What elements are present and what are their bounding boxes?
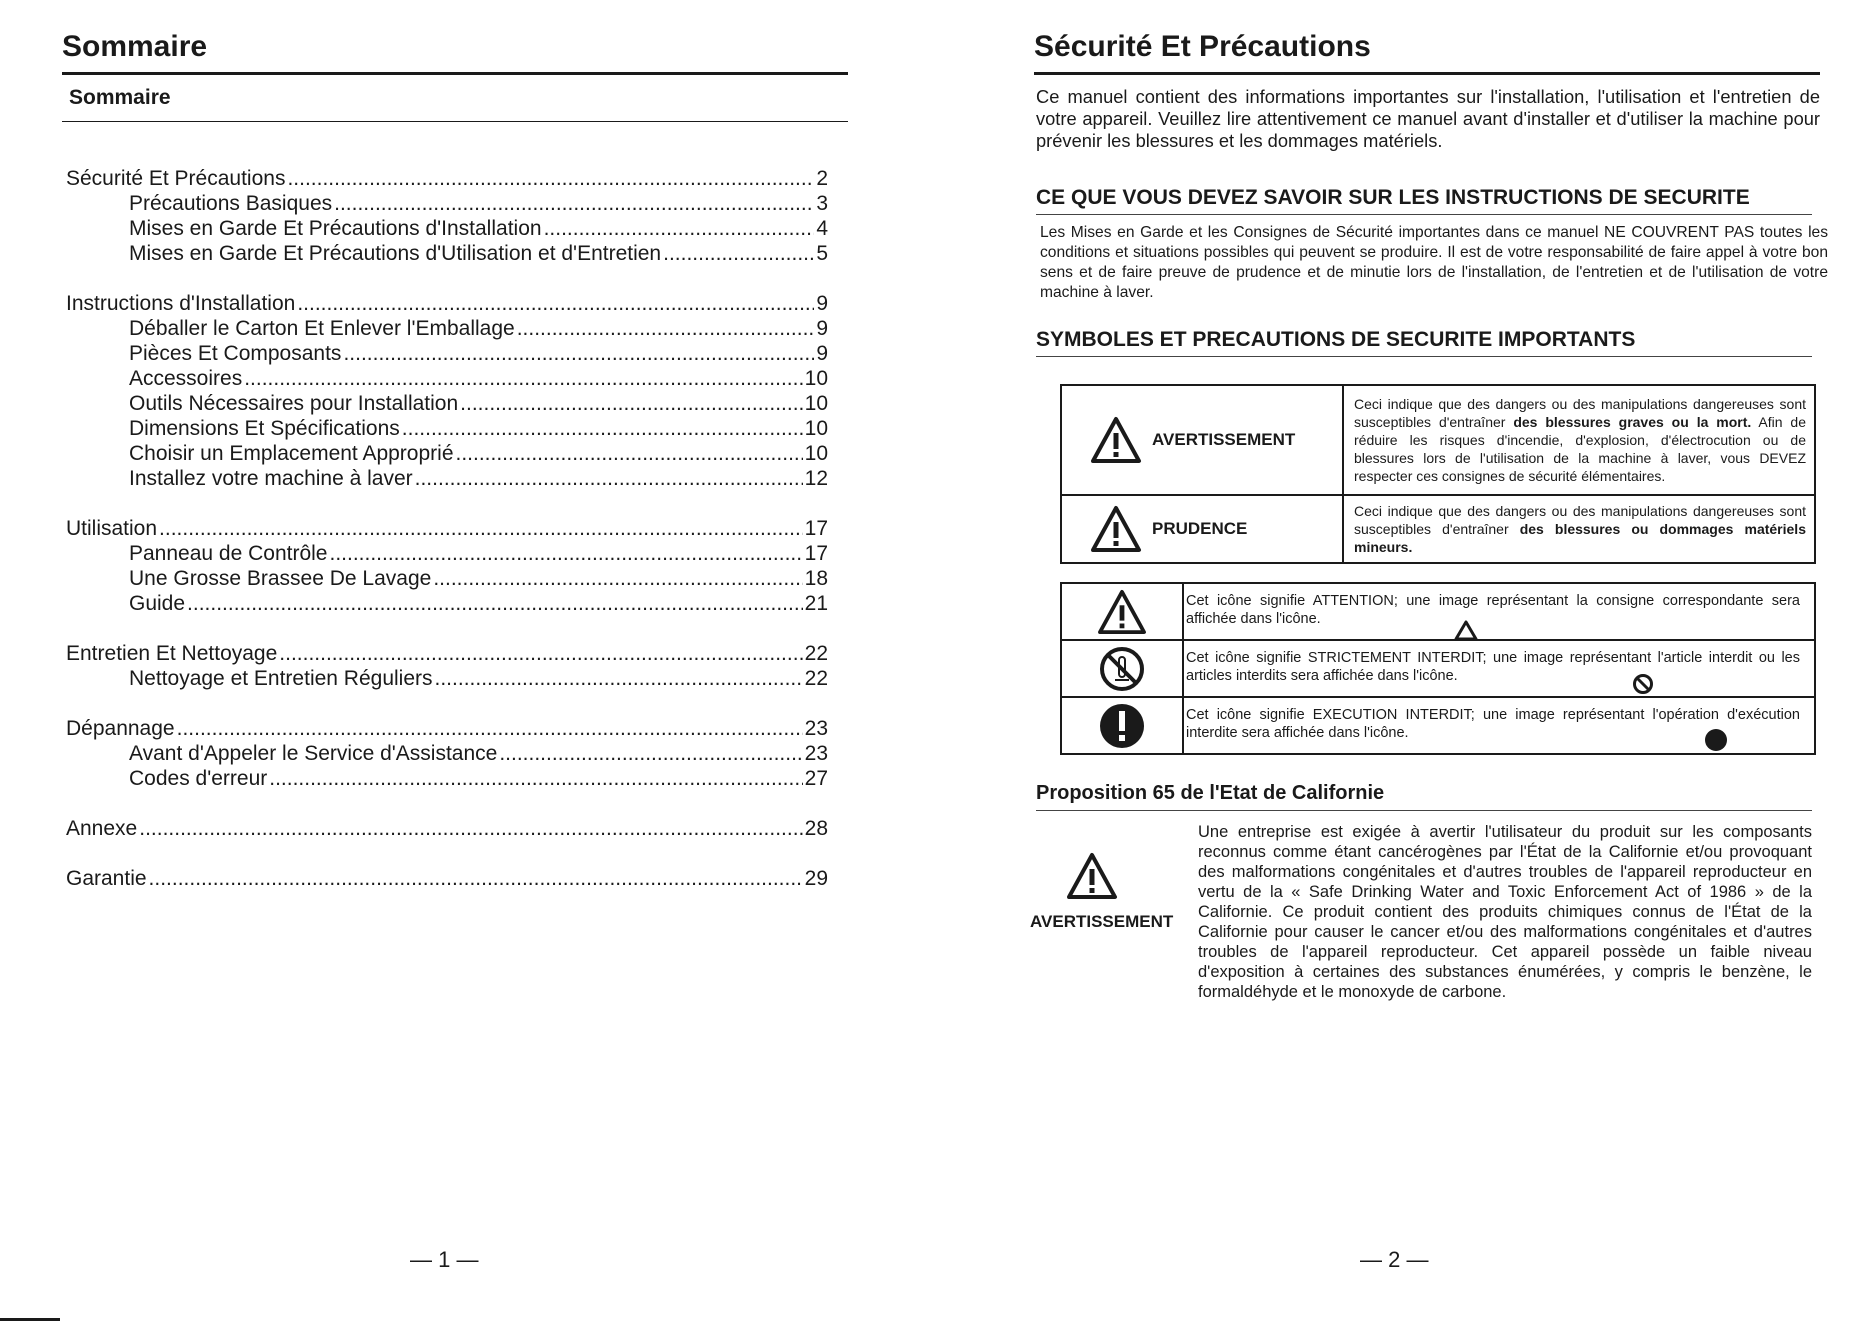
- table-of-contents: [66, 166, 828, 916]
- toc-subentry: [66, 216, 828, 241]
- toc-entry-label: Dépannage: [66, 717, 175, 740]
- toc-entry: [66, 866, 828, 891]
- toc-section: [66, 291, 828, 491]
- toc-dot-leader: [187, 591, 803, 616]
- toc-dot-leader: [334, 191, 814, 216]
- warning-label: AVERTISSEMENT: [1152, 430, 1296, 449]
- prop65-warning-icon: [1066, 852, 1118, 900]
- instructions-heading: CE QUE VOUS DEVEZ SAVOIR SUR LES INSTRUCTIONS DE SECURITE: [1036, 186, 1750, 209]
- prohibited-description: Cet icône signifie STRICTEMENT INTERDIT; une image représentant l'article interdit ou les articles interdits sera affichée dans l'icône.: [1186, 650, 1800, 684]
- toc-subentry: [66, 766, 828, 791]
- toc-entry: [66, 716, 828, 741]
- heading-divider: [1036, 214, 1812, 215]
- toc-page-number: 10: [804, 442, 828, 465]
- toc-subentry: [66, 341, 828, 366]
- toc-dot-leader: [663, 241, 814, 266]
- toc-page-number: 22: [804, 642, 828, 665]
- toc-dot-leader: [456, 441, 803, 466]
- toc-page-number: 23: [804, 717, 828, 740]
- toc-entry: [66, 166, 828, 191]
- intro-paragraph: Ce manuel contient des informations importantes sur l'installation, l'utilisation et l'entretien de votre appareil. Veuillez lire attentivement ce manuel avant d'installer et d'utiliser la machine pour prévenir les blessures et les dommages matériels.: [1036, 86, 1820, 151]
- signal-words-table: [1060, 384, 1816, 564]
- toc-entry-label: Guide: [129, 592, 186, 615]
- caution-description: Ceci indique que des dangers ou des manipulations dangereuses sont susceptibles d'entraîner des blessures ou dommages matériels mineurs.: [1343, 495, 1815, 563]
- toc-dot-leader: [177, 716, 803, 741]
- toc-entry-label: Dimensions Et Spécifications: [129, 417, 400, 440]
- toc-entry-label: Nettoyage et Entretien Réguliers: [129, 667, 433, 690]
- toc-entry: [66, 641, 828, 666]
- attention-icon: [1097, 589, 1147, 635]
- toc-dot-leader: [139, 816, 802, 841]
- prop65-warning-label: AVERTISSEMENT: [1030, 912, 1174, 931]
- toc-section: [66, 166, 828, 266]
- toc-section: [66, 866, 828, 891]
- toc-section: [66, 816, 828, 841]
- toc-dot-leader: [269, 766, 802, 791]
- heading-divider: [1036, 356, 1812, 357]
- instructions-paragraph: Les Mises en Garde et les Consignes de Sécurité importantes dans ce manuel NE COUVRENT PAS toutes les conditions et situations possibles qui peuvent se produire. Il est de votre responsabilité de faire appel à votre bon sens et de faire preuve de prudence et de minutie lors de l'installation, de l'entretien et de l'utilisation de votre machine à laver.: [1040, 224, 1828, 301]
- crop-mark: [0, 1318, 60, 1321]
- toc-page-number: 18: [804, 567, 828, 590]
- small-prohibited-icon: [1632, 673, 1654, 695]
- toc-entry-label: Sécurité Et Précautions: [66, 167, 286, 190]
- heading-divider: [1036, 810, 1812, 811]
- prop65-paragraph: Une entreprise est exigée à avertir l'utilisateur du produit sur les composants reconnus comme étant cancérogènes par l'État de la Californie et/ou provoquant des malformations congénitales et d'autres troubles de l'appareil reproducteur en vertu de la « Safe Drinking Water and Toxic Enforcement Act of 1986 » de la Californie. Ce produit contient des produits chimiques connus de l'État de la Californie pour causer le cancer et/ou des malformations congénitales et d'autres troubles de l'appareil reproducteur. Cet appareil possède un faible niveau d'exposition à certaines des substances énumérées, y compris le benzène, le formaldéhyde et le monoxyde de carbone.: [1198, 823, 1812, 1001]
- section-subtitle: Sommaire: [69, 86, 171, 109]
- toc-subentry: [66, 541, 828, 566]
- toc-dot-leader: [402, 416, 803, 441]
- toc-page-number: 12: [804, 467, 828, 490]
- toc-dot-leader: [343, 341, 814, 366]
- toc-entry: [66, 516, 828, 541]
- toc-page-number: 21: [804, 592, 828, 615]
- mandatory-description: Cet icône signifie EXECUTION INTERDIT; une image représentant l'opération d'exécution interdite sera affichée dans l'icône.: [1186, 707, 1800, 741]
- toc-page-number: 2: [816, 167, 828, 190]
- prohibited-icon: [1099, 646, 1145, 692]
- toc-dot-leader: [287, 166, 814, 191]
- attention-row: [1061, 583, 1815, 640]
- toc-subentry: [66, 741, 828, 766]
- toc-page-number: 9: [816, 342, 828, 365]
- toc-subentry: [66, 191, 828, 216]
- warning-row: [1061, 385, 1815, 495]
- toc-dot-leader: [330, 541, 803, 566]
- toc-dot-leader: [415, 466, 803, 491]
- icon-meanings-table: [1060, 582, 1816, 755]
- toc-entry-label: Panneau de Contrôle: [129, 542, 328, 565]
- toc-entry-label: Mises en Garde Et Précautions d'Utilisation et d'Entretien: [129, 242, 662, 265]
- toc-entry: [66, 291, 828, 316]
- toc-entry: [66, 816, 828, 841]
- page-title: Sécurité Et Précautions: [1034, 30, 1371, 63]
- caution-triangle-icon: [1090, 505, 1142, 553]
- toc-entry-label: Mises en Garde Et Précautions d'Installation: [129, 217, 542, 240]
- right-page: [936, 0, 1872, 1324]
- toc-subentry: [66, 441, 828, 466]
- toc-page-number: 17: [804, 542, 828, 565]
- toc-entry-label: Garantie: [66, 867, 147, 890]
- toc-entry-label: Installez votre machine à laver: [129, 467, 413, 490]
- title-divider: [62, 72, 848, 75]
- toc-entry-label: Précautions Basiques: [129, 192, 333, 215]
- page-number: — 2 —: [1360, 1247, 1429, 1272]
- toc-subentry: [66, 666, 828, 691]
- toc-page-number: 29: [804, 867, 828, 890]
- page-title: Sommaire: [62, 30, 208, 63]
- prop65-heading: Proposition 65 de l'Etat de Californie: [1036, 782, 1385, 804]
- toc-entry-label: Codes d'erreur: [129, 767, 268, 790]
- toc-subentry: [66, 591, 828, 616]
- toc-entry-label: Pièces Et Composants: [129, 342, 342, 365]
- toc-page-number: 9: [816, 317, 828, 340]
- toc-dot-leader: [433, 566, 802, 591]
- toc-page-number: 3: [816, 192, 828, 215]
- title-divider: [1034, 72, 1820, 75]
- toc-subentry: [66, 366, 828, 391]
- mandatory-row: [1061, 697, 1815, 754]
- toc-section: [66, 516, 828, 616]
- toc-page-number: 17: [804, 517, 828, 540]
- page-number: — 1 —: [410, 1247, 479, 1272]
- toc-page-number: 5: [816, 242, 828, 265]
- toc-entry-label: Choisir un Emplacement Approprié: [129, 442, 454, 465]
- attention-description: Cet icône signifie ATTENTION; une image représentant la consigne correspondante sera affichée dans l'icône.: [1186, 593, 1800, 627]
- small-triangle-icon: [1454, 620, 1478, 641]
- toc-entry-label: Déballer le Carton Et Enlever l'Emballage: [129, 317, 515, 340]
- toc-page-number: 4: [816, 217, 828, 240]
- toc-entry-label: Avant d'Appeler le Service d'Assistance: [129, 742, 498, 765]
- toc-dot-leader: [279, 641, 802, 666]
- toc-dot-leader: [544, 216, 815, 241]
- toc-subentry: [66, 466, 828, 491]
- caution-row: [1061, 495, 1815, 563]
- toc-dot-leader: [435, 666, 803, 691]
- toc-page-number: 22: [804, 667, 828, 690]
- toc-page-number: 10: [804, 367, 828, 390]
- toc-dot-leader: [297, 291, 814, 316]
- warning-triangle-icon: [1090, 416, 1142, 464]
- toc-subentry: [66, 316, 828, 341]
- toc-page-number: 9: [816, 292, 828, 315]
- toc-page-number: 10: [804, 392, 828, 415]
- toc-entry-label: Instructions d'Installation: [66, 292, 296, 315]
- toc-dot-leader: [517, 316, 815, 341]
- toc-subentry: [66, 391, 828, 416]
- toc-page-number: 10: [804, 417, 828, 440]
- toc-entry-label: Utilisation: [66, 517, 158, 540]
- toc-dot-leader: [159, 516, 803, 541]
- toc-entry-label: Une Grosse Brassee De Lavage: [129, 567, 432, 590]
- toc-entry-label: Entretien Et Nettoyage: [66, 642, 278, 665]
- small-filled-circle-icon: [1704, 728, 1728, 752]
- toc-dot-leader: [244, 366, 802, 391]
- toc-page-number: 23: [804, 742, 828, 765]
- toc-dot-leader: [149, 866, 803, 891]
- toc-dot-leader: [460, 391, 802, 416]
- toc-entry-label: Annexe: [66, 817, 138, 840]
- toc-subentry: [66, 241, 828, 266]
- symbols-heading: SYMBOLES ET PRECAUTIONS DE SECURITE IMPORTANTS: [1036, 328, 1636, 351]
- toc-page-number: 27: [804, 767, 828, 790]
- toc-entry-label: Accessoires: [129, 367, 243, 390]
- warning-description: Ceci indique que des dangers ou des manipulations dangereuses sont susceptibles d'entraîner des blessures graves ou la mort. Afin de réduire les risques d'incendie, d'explosion, d'électrocution ou de blessures lors de l'utilisation de la machine à laver, vous DEVEZ respecter ces consignes de sécurité élémentaires.: [1343, 385, 1815, 495]
- toc-subentry: [66, 416, 828, 441]
- toc-section: [66, 716, 828, 791]
- toc-dot-leader: [499, 741, 802, 766]
- toc-page-number: 28: [804, 817, 828, 840]
- prohibited-row: [1061, 640, 1815, 697]
- toc-section: [66, 641, 828, 691]
- subtitle-divider: [62, 121, 848, 122]
- toc-subentry: [66, 566, 828, 591]
- mandatory-action-icon: [1098, 702, 1146, 750]
- toc-entry-label: Outils Nécessaires pour Installation: [129, 392, 459, 415]
- caution-label: PRUDENCE: [1152, 519, 1248, 538]
